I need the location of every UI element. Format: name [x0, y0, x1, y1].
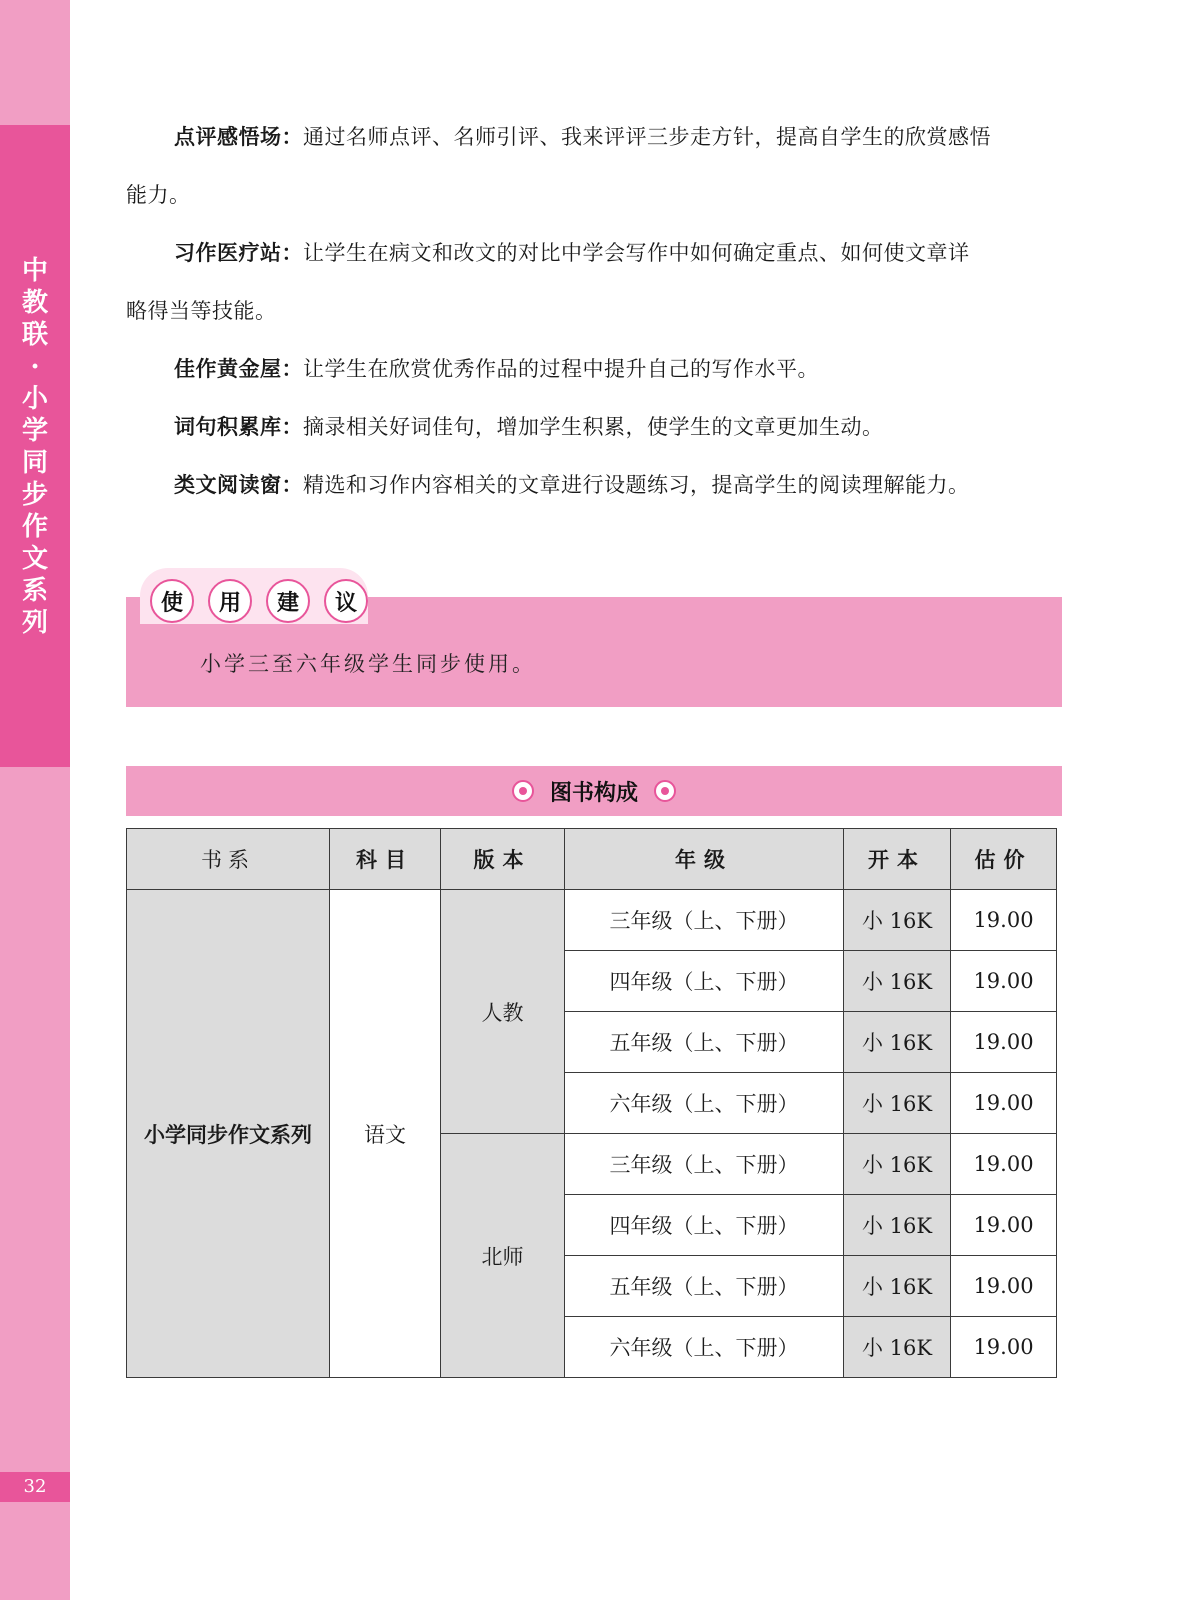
- cell-grade: 六年级（上、下册）: [565, 1073, 844, 1134]
- title-char: 系: [21, 576, 48, 606]
- title-char: 中: [21, 256, 48, 286]
- title-char: 步: [21, 480, 48, 510]
- table-row: [127, 890, 1057, 951]
- usage-text: 小学三至六年级学生同步使用。: [200, 652, 536, 676]
- cell-series: 小学同步作文系列: [127, 890, 330, 1378]
- cell-grade: 四年级（上、下册）: [565, 951, 844, 1012]
- title-char: 作: [21, 512, 48, 542]
- paragraph-clinic: [126, 224, 1062, 340]
- header-edition: 版本: [441, 829, 565, 890]
- title-char: 教: [21, 288, 48, 318]
- cell-size: 小 16K: [844, 1134, 951, 1195]
- paragraph-lead: 词句积累库：: [174, 415, 303, 439]
- paragraph-gallery: [126, 340, 1062, 398]
- usage-heading: [150, 578, 368, 624]
- header-size: 开本: [844, 829, 951, 890]
- paragraph-vocab: [126, 398, 1062, 456]
- cell-price: 19.00: [951, 1073, 1057, 1134]
- paragraph-text: 摘录相关好词佳句，增加学生积累，使学生的文章更加生动。: [303, 415, 884, 439]
- paragraph-reading: [126, 456, 1062, 514]
- cell-price: 19.00: [951, 1256, 1057, 1317]
- catalog-heading-bar: [126, 766, 1062, 816]
- header-series: 书系: [127, 829, 330, 890]
- cell-price: 19.00: [951, 1012, 1057, 1073]
- title-char: 联: [21, 320, 48, 350]
- table-header-row: [127, 829, 1057, 890]
- header-subject: 科目: [330, 829, 441, 890]
- cell-grade: 三年级（上、下册）: [565, 1134, 844, 1195]
- bullet-dot-icon: [654, 780, 676, 802]
- cell-size: 小 16K: [844, 951, 951, 1012]
- header-price: 估价: [951, 829, 1057, 890]
- cell-size: 小 16K: [844, 1073, 951, 1134]
- cell-price: 19.00: [951, 951, 1057, 1012]
- title-char: 小: [21, 384, 48, 414]
- catalog-title: 图书构成: [549, 780, 638, 806]
- cell-size: 小 16K: [844, 1012, 951, 1073]
- paragraph-review: [126, 108, 1062, 224]
- paragraph-cont: 略得当等技能。: [126, 299, 277, 323]
- series-vertical-title: [0, 255, 70, 639]
- paragraph-text: 让学生在欣赏优秀作品的过程中提升自己的写作水平。: [303, 357, 819, 381]
- cell-grade: 五年级（上、下册）: [565, 1256, 844, 1317]
- cell-price: 19.00: [951, 1317, 1057, 1378]
- cell-size: 小 16K: [844, 890, 951, 951]
- cell-price: 19.00: [951, 1134, 1057, 1195]
- paragraph-lead: 佳作黄金屋：: [174, 357, 303, 381]
- title-char: 学: [21, 416, 48, 446]
- title-char: 同: [21, 448, 48, 478]
- cell-price: 19.00: [951, 890, 1057, 951]
- title-char: ·: [30, 352, 40, 382]
- cell-grade: 五年级（上、下册）: [565, 1012, 844, 1073]
- cell-edition: 人教: [441, 890, 565, 1134]
- bullet-dot-icon: [512, 780, 534, 802]
- usage-heading-char: 使: [150, 579, 194, 623]
- paragraph-text: 精选和习作内容相关的文章进行设题练习，提高学生的阅读理解能力。: [303, 473, 970, 497]
- catalog-table: [126, 828, 1057, 1378]
- cell-grade: 三年级（上、下册）: [565, 890, 844, 951]
- cell-size: 小 16K: [844, 1256, 951, 1317]
- usage-heading-char: 用: [208, 579, 252, 623]
- title-char: 列: [21, 608, 48, 638]
- title-char: 文: [21, 544, 48, 574]
- paragraph-text: 让学生在病文和改文的对比中学会写作中如何确定重点、如何使文章详: [303, 241, 970, 265]
- usage-heading-char: 建: [266, 579, 310, 623]
- cell-size: 小 16K: [844, 1195, 951, 1256]
- header-grade: 年级: [565, 829, 844, 890]
- cell-size: 小 16K: [844, 1317, 951, 1378]
- cell-grade: 六年级（上、下册）: [565, 1317, 844, 1378]
- page-number: 32: [0, 1472, 70, 1502]
- paragraph-text: 通过名师点评、名师引评、我来评评三步走方针，提高自学生的欣赏感悟: [303, 125, 991, 149]
- paragraph-lead: 类文阅读窗：: [174, 473, 303, 497]
- paragraph-lead: 习作医疗站：: [174, 241, 303, 265]
- usage-heading-char: 议: [324, 579, 368, 623]
- cell-subject: 语文: [330, 890, 441, 1378]
- paragraph-lead: 点评感悟场：: [174, 125, 303, 149]
- cell-grade: 四年级（上、下册）: [565, 1195, 844, 1256]
- paragraph-cont: 能力。: [126, 183, 191, 207]
- cell-price: 19.00: [951, 1195, 1057, 1256]
- cell-edition: 北师: [441, 1134, 565, 1378]
